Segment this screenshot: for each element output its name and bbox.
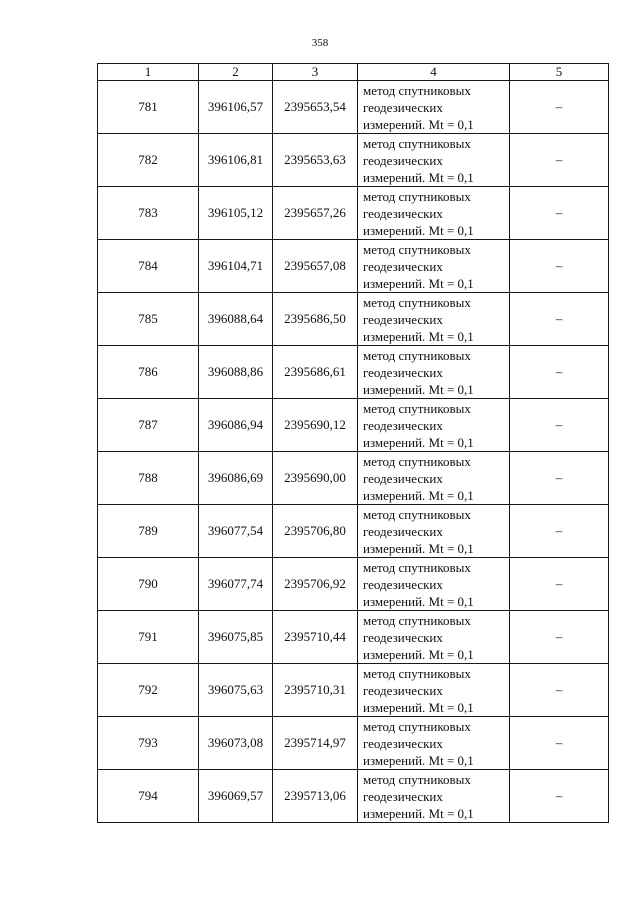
point-number-cell: 793 xyxy=(98,717,199,770)
note-cell: – xyxy=(510,558,609,611)
table-row xyxy=(98,187,609,240)
method-line: метод спутниковых xyxy=(363,135,471,151)
y-coordinate-cell: 2395710,31 xyxy=(273,664,358,717)
method-cell xyxy=(358,81,510,134)
method-line: измерений. Mt = 0,1 xyxy=(363,699,474,715)
note-cell: – xyxy=(510,187,609,240)
table-row xyxy=(98,81,609,134)
method-line: метод спутниковых xyxy=(363,82,471,98)
method-line: геодезических xyxy=(363,470,443,486)
method-cell xyxy=(358,664,510,717)
x-coordinate-cell: 396106,81 xyxy=(199,134,273,187)
y-coordinate-cell: 2395657,08 xyxy=(273,240,358,293)
method-line: метод спутниковых xyxy=(363,400,471,416)
table-row xyxy=(98,346,609,399)
column-header-3: 3 xyxy=(273,64,358,81)
method-line: измерений. Mt = 0,1 xyxy=(363,169,474,185)
note-cell: – xyxy=(510,293,609,346)
column-header-1: 1 xyxy=(98,64,199,81)
method-line: геодезических xyxy=(363,735,443,751)
x-coordinate-cell: 396075,63 xyxy=(199,664,273,717)
x-coordinate-cell: 396106,57 xyxy=(199,81,273,134)
x-coordinate-cell: 396086,69 xyxy=(199,452,273,505)
point-number-cell: 785 xyxy=(98,293,199,346)
note-cell: – xyxy=(510,505,609,558)
y-coordinate-cell: 2395714,97 xyxy=(273,717,358,770)
x-coordinate-cell: 396104,71 xyxy=(199,240,273,293)
method-line: измерений. Mt = 0,1 xyxy=(363,434,474,450)
coordinates-table xyxy=(97,63,609,823)
table-row xyxy=(98,505,609,558)
y-coordinate-cell: 2395686,61 xyxy=(273,346,358,399)
y-coordinate-cell: 2395713,06 xyxy=(273,770,358,823)
method-line: геодезических xyxy=(363,682,443,698)
method-cell xyxy=(358,505,510,558)
method-line: измерений. Mt = 0,1 xyxy=(363,381,474,397)
method-line: геодезических xyxy=(363,205,443,221)
method-line: измерений. Mt = 0,1 xyxy=(363,805,474,821)
table-row xyxy=(98,399,609,452)
point-number-cell: 792 xyxy=(98,664,199,717)
y-coordinate-cell: 2395706,92 xyxy=(273,558,358,611)
method-line: геодезических xyxy=(363,99,443,115)
method-line: метод спутниковых xyxy=(363,241,471,257)
table-row xyxy=(98,293,609,346)
method-line: измерений. Mt = 0,1 xyxy=(363,275,474,291)
note-cell: – xyxy=(510,611,609,664)
column-header-2: 2 xyxy=(199,64,273,81)
point-number-cell: 787 xyxy=(98,399,199,452)
method-line: геодезических xyxy=(363,311,443,327)
method-line: метод спутниковых xyxy=(363,188,471,204)
table-row xyxy=(98,611,609,664)
note-cell: – xyxy=(510,399,609,452)
note-cell: – xyxy=(510,81,609,134)
point-number-cell: 790 xyxy=(98,558,199,611)
table-body xyxy=(98,81,609,823)
point-number-cell: 788 xyxy=(98,452,199,505)
y-coordinate-cell: 2395710,44 xyxy=(273,611,358,664)
note-cell: – xyxy=(510,240,609,293)
y-coordinate-cell: 2395706,80 xyxy=(273,505,358,558)
y-coordinate-cell: 2395653,54 xyxy=(273,81,358,134)
table-row xyxy=(98,452,609,505)
method-cell xyxy=(358,346,510,399)
method-line: геодезических xyxy=(363,364,443,380)
method-line: измерений. Mt = 0,1 xyxy=(363,222,474,238)
method-line: геодезических xyxy=(363,417,443,433)
method-line: метод спутниковых xyxy=(363,771,471,787)
method-line: метод спутниковых xyxy=(363,347,471,363)
method-line: измерений. Mt = 0,1 xyxy=(363,646,474,662)
method-cell xyxy=(358,293,510,346)
x-coordinate-cell: 396075,85 xyxy=(199,611,273,664)
table-row xyxy=(98,664,609,717)
table-row xyxy=(98,558,609,611)
method-cell xyxy=(358,717,510,770)
x-coordinate-cell: 396077,54 xyxy=(199,505,273,558)
method-line: геодезических xyxy=(363,788,443,804)
table-row xyxy=(98,770,609,823)
method-cell xyxy=(358,399,510,452)
column-header-5: 5 xyxy=(510,64,609,81)
method-line: измерений. Mt = 0,1 xyxy=(363,593,474,609)
header-row xyxy=(98,64,609,81)
method-line: геодезических xyxy=(363,258,443,274)
method-line: измерений. Mt = 0,1 xyxy=(363,540,474,556)
method-cell xyxy=(358,187,510,240)
page-number: 358 xyxy=(311,37,329,49)
x-coordinate-cell: 396069,57 xyxy=(199,770,273,823)
method-line: геодезических xyxy=(363,576,443,592)
note-cell: – xyxy=(510,717,609,770)
x-coordinate-cell: 396073,08 xyxy=(199,717,273,770)
method-line: метод спутниковых xyxy=(363,506,471,522)
column-header-4: 4 xyxy=(358,64,510,81)
method-cell xyxy=(358,558,510,611)
table-header xyxy=(98,64,609,81)
note-cell: – xyxy=(510,770,609,823)
method-line: метод спутниковых xyxy=(363,612,471,628)
y-coordinate-cell: 2395686,50 xyxy=(273,293,358,346)
y-coordinate-cell: 2395657,26 xyxy=(273,187,358,240)
x-coordinate-cell: 396086,94 xyxy=(199,399,273,452)
table-row xyxy=(98,717,609,770)
x-coordinate-cell: 396077,74 xyxy=(199,558,273,611)
note-cell: – xyxy=(510,134,609,187)
method-line: метод спутниковых xyxy=(363,718,471,734)
method-line: метод спутниковых xyxy=(363,559,471,575)
method-cell xyxy=(358,240,510,293)
point-number-cell: 786 xyxy=(98,346,199,399)
point-number-cell: 781 xyxy=(98,81,199,134)
note-cell: – xyxy=(510,452,609,505)
x-coordinate-cell: 396088,64 xyxy=(199,293,273,346)
y-coordinate-cell: 2395653,63 xyxy=(273,134,358,187)
x-coordinate-cell: 396105,12 xyxy=(199,187,273,240)
method-cell xyxy=(358,452,510,505)
point-number-cell: 794 xyxy=(98,770,199,823)
note-cell: – xyxy=(510,664,609,717)
method-line: измерений. Mt = 0,1 xyxy=(363,328,474,344)
method-cell xyxy=(358,770,510,823)
point-number-cell: 791 xyxy=(98,611,199,664)
method-line: метод спутниковых xyxy=(363,453,471,469)
method-line: измерений. Mt = 0,1 xyxy=(363,487,474,503)
point-number-cell: 789 xyxy=(98,505,199,558)
method-line: метод спутниковых xyxy=(363,294,471,310)
method-cell xyxy=(358,611,510,664)
method-line: измерений. Mt = 0,1 xyxy=(363,116,474,132)
x-coordinate-cell: 396088,86 xyxy=(199,346,273,399)
table-row xyxy=(98,134,609,187)
method-line: геодезических xyxy=(363,523,443,539)
point-number-cell: 783 xyxy=(98,187,199,240)
method-cell xyxy=(358,134,510,187)
method-line: метод спутниковых xyxy=(363,665,471,681)
method-line: измерений. Mt = 0,1 xyxy=(363,752,474,768)
note-cell: – xyxy=(510,346,609,399)
y-coordinate-cell: 2395690,00 xyxy=(273,452,358,505)
point-number-cell: 782 xyxy=(98,134,199,187)
method-line: геодезических xyxy=(363,152,443,168)
method-line: геодезических xyxy=(363,629,443,645)
table-row xyxy=(98,240,609,293)
point-number-cell: 784 xyxy=(98,240,199,293)
y-coordinate-cell: 2395690,12 xyxy=(273,399,358,452)
